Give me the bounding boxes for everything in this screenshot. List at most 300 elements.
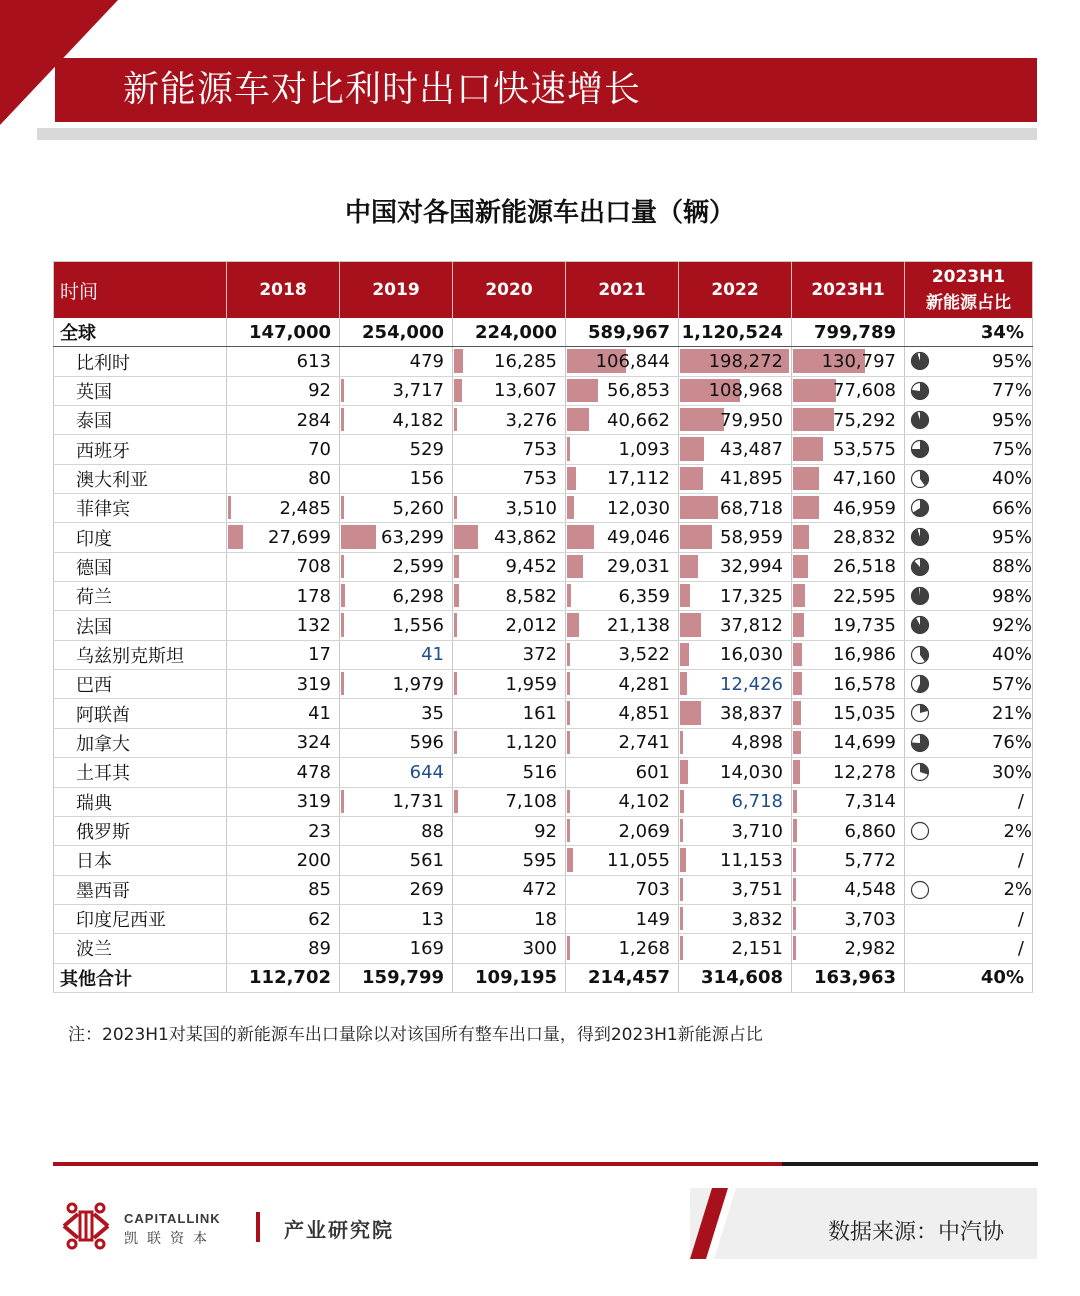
value-cell (453, 406, 566, 435)
data-bar (341, 613, 344, 636)
share-text: / (1017, 791, 1024, 813)
value-text: 16,030 (720, 644, 783, 666)
value-cell (679, 347, 792, 376)
value-text: 4,851 (618, 703, 670, 725)
value-text: 314,608 (701, 967, 783, 989)
country-cell: 印度尼西亚 (54, 904, 227, 933)
value-cell (227, 494, 340, 523)
value-text: 799,789 (814, 321, 896, 343)
country-cell: 德国 (54, 552, 227, 581)
value-text: 58,959 (720, 527, 783, 549)
data-bar (454, 349, 463, 372)
value-text: 15,035 (833, 703, 896, 725)
data-bar (567, 819, 570, 842)
value-text: 1,959 (505, 673, 557, 695)
share-pie-icon (910, 733, 930, 753)
value-cell (453, 699, 566, 728)
data-bar (680, 643, 689, 666)
data-bar (680, 819, 683, 842)
value-cell (340, 406, 453, 435)
value-cell (679, 494, 792, 523)
share-pie-icon (910, 762, 930, 782)
value-text: 269 (409, 879, 444, 901)
country-cell: 比利时 (54, 347, 227, 376)
value-cell (340, 699, 453, 728)
value-cell (679, 552, 792, 581)
value-text: 595 (522, 849, 557, 871)
value-cell (453, 552, 566, 581)
value-text: 4,102 (618, 791, 670, 813)
value-cell (679, 318, 792, 347)
value-text: 41,895 (720, 468, 783, 490)
value-text: 46,959 (833, 497, 896, 519)
share-text: / (1017, 908, 1024, 930)
data-bar (454, 408, 457, 431)
value-cell (679, 640, 792, 669)
value-cell (679, 758, 792, 787)
value-cell (340, 582, 453, 611)
value-text: 112,702 (249, 967, 331, 989)
table-row (54, 640, 1033, 669)
header-cell: 2021 (566, 262, 679, 319)
value-text: 478 (296, 761, 331, 783)
value-text: 644 (409, 761, 444, 783)
value-cell (453, 670, 566, 699)
data-bar (680, 848, 686, 871)
country-cell: 巴西 (54, 670, 227, 699)
share-header-line: 新能源占比 (926, 293, 1011, 313)
share-cell (905, 787, 1033, 816)
value-cell (566, 875, 679, 904)
value-cell (227, 552, 340, 581)
share-pie-fill (912, 353, 929, 370)
value-cell (453, 611, 566, 640)
share-cell (905, 640, 1033, 669)
value-cell (453, 435, 566, 464)
data-bar (680, 555, 698, 578)
data-bar (793, 790, 797, 813)
share-text: 2% (1003, 879, 1032, 901)
value-cell (792, 376, 905, 405)
value-text: 92 (534, 820, 557, 842)
share-text: 77% (991, 380, 1032, 402)
share-text: 98% (991, 585, 1032, 607)
value-cell (566, 640, 679, 669)
share-text: 2% (1003, 820, 1032, 842)
value-text: 2,741 (618, 732, 670, 754)
country-cell: 澳大利亚 (54, 464, 227, 493)
country-cell: 印度 (54, 523, 227, 552)
share-cell (905, 816, 1033, 845)
value-cell (340, 376, 453, 405)
value-cell (566, 699, 679, 728)
data-bar (680, 496, 718, 519)
data-bar (567, 731, 570, 754)
data-bar (680, 936, 683, 959)
value-text: 4,281 (618, 673, 670, 695)
value-text: 7,314 (844, 791, 896, 813)
share-cell (905, 582, 1033, 611)
share-pie-icon (910, 439, 930, 459)
value-text: 16,285 (494, 351, 557, 373)
value-cell (566, 816, 679, 845)
value-text: 198,272 (708, 351, 783, 373)
value-cell (566, 787, 679, 816)
value-text: 3,717 (392, 380, 444, 402)
data-bar (793, 643, 802, 666)
value-cell (227, 728, 340, 757)
value-cell (453, 318, 566, 347)
share-pie-icon (910, 586, 930, 606)
value-text: 6,718 (731, 791, 783, 813)
value-text: 53,575 (833, 439, 896, 461)
table-row (54, 875, 1033, 904)
value-text: 28,832 (833, 527, 896, 549)
data-bar (793, 437, 823, 460)
data-bar (454, 555, 459, 578)
value-cell (227, 318, 340, 347)
share-pie-icon (910, 880, 930, 900)
value-cell (566, 494, 679, 523)
share-pie-icon (910, 381, 930, 401)
value-text: 79,950 (720, 409, 783, 431)
value-text: 529 (409, 439, 444, 461)
value-cell (453, 846, 566, 875)
value-text: 5,772 (844, 849, 896, 871)
share-cell (905, 464, 1033, 493)
value-cell (453, 904, 566, 933)
value-text: 23 (308, 820, 331, 842)
value-cell (227, 406, 340, 435)
value-text: 2,012 (505, 615, 557, 637)
table-row (54, 552, 1033, 581)
value-cell (227, 816, 340, 845)
data-bar (341, 408, 344, 431)
value-cell (679, 963, 792, 992)
footnote: 注：2023H1对某国的新能源车出口量除以对该国所有整车出口量，得到2023H1新能源占比 (68, 1025, 763, 1045)
share-pie-icon (910, 410, 930, 430)
country-cell: 其他合计 (54, 963, 227, 992)
value-cell (566, 728, 679, 757)
title-underline (37, 128, 1037, 140)
value-cell (453, 934, 566, 963)
value-cell (679, 582, 792, 611)
value-text: 3,510 (505, 497, 557, 519)
value-text: 156 (409, 468, 444, 490)
data-bar (793, 848, 796, 871)
source-label: 数据来源：中汽协 (828, 1220, 1005, 1245)
country-cell: 西班牙 (54, 435, 227, 464)
country-cell: 乌兹别克斯坦 (54, 640, 227, 669)
value-cell (453, 376, 566, 405)
value-text: 88 (421, 820, 444, 842)
data-bar (793, 555, 808, 578)
title-banner (55, 58, 1037, 122)
table-row (54, 670, 1033, 699)
table-row (54, 846, 1033, 875)
brand-separator (256, 1212, 260, 1242)
value-cell (227, 758, 340, 787)
value-cell (566, 670, 679, 699)
value-text: 13 (421, 908, 444, 930)
value-cell (227, 435, 340, 464)
header-cell-share (905, 262, 1033, 319)
value-text: 708 (296, 556, 331, 578)
share-cell (905, 934, 1033, 963)
value-text: 75,292 (833, 409, 896, 431)
share-cell (905, 406, 1033, 435)
value-text: 40,662 (607, 409, 670, 431)
value-cell (566, 758, 679, 787)
data-bar (567, 790, 570, 813)
value-text: 4,898 (731, 732, 783, 754)
table-row (54, 582, 1033, 611)
value-cell (566, 904, 679, 933)
value-text: 479 (409, 351, 444, 373)
value-text: 284 (296, 409, 331, 431)
value-cell (679, 406, 792, 435)
country-cell: 法国 (54, 611, 227, 640)
value-text: 7,108 (505, 791, 557, 813)
value-text: 5,260 (392, 497, 444, 519)
value-text: 3,751 (731, 879, 783, 901)
value-cell (566, 376, 679, 405)
data-bar (454, 731, 457, 754)
share-text: 57% (991, 673, 1032, 695)
share-pie-icon (910, 645, 930, 665)
data-bar (793, 496, 819, 519)
value-text: 12,426 (720, 673, 783, 695)
value-text: 77,608 (833, 380, 896, 402)
value-cell (792, 787, 905, 816)
data-bar (567, 525, 594, 548)
value-text: 16,578 (833, 673, 896, 695)
data-bar (680, 584, 690, 607)
value-text: 16,986 (833, 644, 896, 666)
value-cell (679, 699, 792, 728)
value-text: 319 (296, 791, 331, 813)
capitallink-logo-icon (58, 1198, 114, 1254)
data-bar (793, 701, 801, 724)
value-text: 27,699 (268, 527, 331, 549)
share-text: 76% (991, 732, 1032, 754)
value-cell (679, 728, 792, 757)
value-cell (566, 464, 679, 493)
share-pie-fill (912, 617, 929, 634)
chart-title: 中国对各国新能源车出口量（辆） (344, 198, 735, 228)
value-text: 178 (296, 585, 331, 607)
data-bar (567, 408, 589, 431)
value-cell (792, 640, 905, 669)
table-row (54, 611, 1033, 640)
value-text: 85 (308, 879, 331, 901)
value-text: 613 (296, 351, 331, 373)
value-cell (792, 816, 905, 845)
share-text: 88% (991, 556, 1032, 578)
value-cell (340, 728, 453, 757)
value-cell (340, 523, 453, 552)
value-text: 49,046 (607, 527, 670, 549)
country-cell: 泰国 (54, 406, 227, 435)
data-bar (228, 525, 243, 548)
value-text: 4,182 (392, 409, 444, 431)
data-bar (793, 760, 800, 783)
value-cell (792, 846, 905, 875)
share-text: 95% (991, 527, 1032, 549)
data-bar (228, 496, 231, 519)
value-cell (566, 611, 679, 640)
data-bar (341, 525, 376, 548)
share-text: 75% (991, 439, 1032, 461)
value-cell (453, 875, 566, 904)
value-text: 169 (409, 937, 444, 959)
value-text: 753 (522, 468, 557, 490)
share-pie-fill (912, 412, 929, 429)
value-cell (792, 523, 905, 552)
value-cell (227, 611, 340, 640)
value-text: 43,862 (494, 527, 557, 549)
value-text: 1,556 (392, 615, 444, 637)
share-pie-icon (910, 821, 930, 841)
value-text: 6,359 (618, 585, 670, 607)
data-bar (680, 437, 704, 460)
data-bar (680, 613, 701, 636)
value-text: 2,485 (279, 497, 331, 519)
value-text: 62 (308, 908, 331, 930)
data-bar (454, 672, 457, 695)
share-cell (905, 728, 1033, 757)
value-cell (792, 611, 905, 640)
value-cell (566, 934, 679, 963)
value-cell (340, 904, 453, 933)
data-bar (793, 467, 819, 490)
data-bar (793, 584, 805, 607)
global-row (54, 318, 1033, 347)
data-bar (793, 408, 834, 431)
value-cell (792, 464, 905, 493)
table-row (54, 758, 1033, 787)
value-cell (227, 582, 340, 611)
share-pie-icon (910, 527, 930, 547)
share-cell (905, 758, 1033, 787)
value-text: 753 (522, 439, 557, 461)
value-cell (453, 523, 566, 552)
data-bar (567, 584, 571, 607)
share-text: / (1017, 849, 1024, 871)
value-cell (453, 728, 566, 757)
country-cell: 全球 (54, 318, 227, 347)
value-text: 89 (308, 937, 331, 959)
value-cell (453, 758, 566, 787)
value-text: 56,853 (607, 380, 670, 402)
value-cell (792, 670, 905, 699)
table-row (54, 904, 1033, 933)
value-text: 47,160 (833, 468, 896, 490)
country-cell: 俄罗斯 (54, 816, 227, 845)
value-cell (566, 846, 679, 875)
value-cell (453, 816, 566, 845)
value-cell (679, 787, 792, 816)
value-cell (792, 699, 905, 728)
country-cell: 阿联酋 (54, 699, 227, 728)
header-cell: 2023H1 (792, 262, 905, 319)
data-bar (454, 525, 478, 548)
value-cell (340, 318, 453, 347)
share-cell (905, 963, 1033, 992)
value-cell (340, 670, 453, 699)
table-row (54, 816, 1033, 845)
value-cell (792, 347, 905, 376)
share-text: 40% (991, 644, 1032, 666)
value-text: 1,731 (392, 791, 444, 813)
country-cell: 加拿大 (54, 728, 227, 757)
table-row (54, 376, 1033, 405)
data-bar (680, 701, 701, 724)
value-text: 35 (421, 703, 444, 725)
value-text: 109,195 (475, 967, 557, 989)
share-text: 40% (991, 468, 1032, 490)
value-text: 3,832 (731, 908, 783, 930)
value-cell (227, 846, 340, 875)
data-bar (793, 525, 809, 548)
share-text: 92% (991, 615, 1032, 637)
value-cell (453, 464, 566, 493)
header-cell: 2019 (340, 262, 453, 319)
data-bar (793, 819, 797, 842)
data-bar (680, 790, 684, 813)
header-cell: 2018 (227, 262, 340, 319)
value-text: 11,153 (720, 849, 783, 871)
share-pie-icon (910, 674, 930, 694)
share-pie-icon (910, 615, 930, 635)
value-text: 12,030 (607, 497, 670, 519)
value-text: 8,582 (505, 585, 557, 607)
data-bar (680, 907, 683, 930)
value-cell (679, 846, 792, 875)
value-text: 300 (522, 937, 557, 959)
value-text: 3,276 (505, 409, 557, 431)
value-cell (227, 875, 340, 904)
share-cell (905, 846, 1033, 875)
value-text: 68,718 (720, 497, 783, 519)
value-cell (792, 435, 905, 464)
share-pie-icon (910, 351, 930, 371)
value-text: 1,979 (392, 673, 444, 695)
value-text: 26,518 (833, 556, 896, 578)
table-row (54, 435, 1033, 464)
value-text: 17,112 (607, 468, 670, 490)
data-bar (793, 936, 796, 959)
value-cell (792, 758, 905, 787)
share-cell (905, 435, 1033, 464)
data-bar (567, 848, 573, 871)
table-row (54, 934, 1033, 963)
value-text: 516 (522, 761, 557, 783)
value-cell (453, 963, 566, 992)
data-bar (680, 467, 703, 490)
share-cell (905, 699, 1033, 728)
value-text: 14,030 (720, 761, 783, 783)
value-text: 92 (308, 380, 331, 402)
share-cell (905, 523, 1033, 552)
share-cell (905, 347, 1033, 376)
value-cell (340, 552, 453, 581)
value-cell (566, 523, 679, 552)
share-pie-icon (910, 498, 930, 518)
share-cell (905, 670, 1033, 699)
value-text: 37,812 (720, 615, 783, 637)
share-text: 66% (991, 497, 1032, 519)
